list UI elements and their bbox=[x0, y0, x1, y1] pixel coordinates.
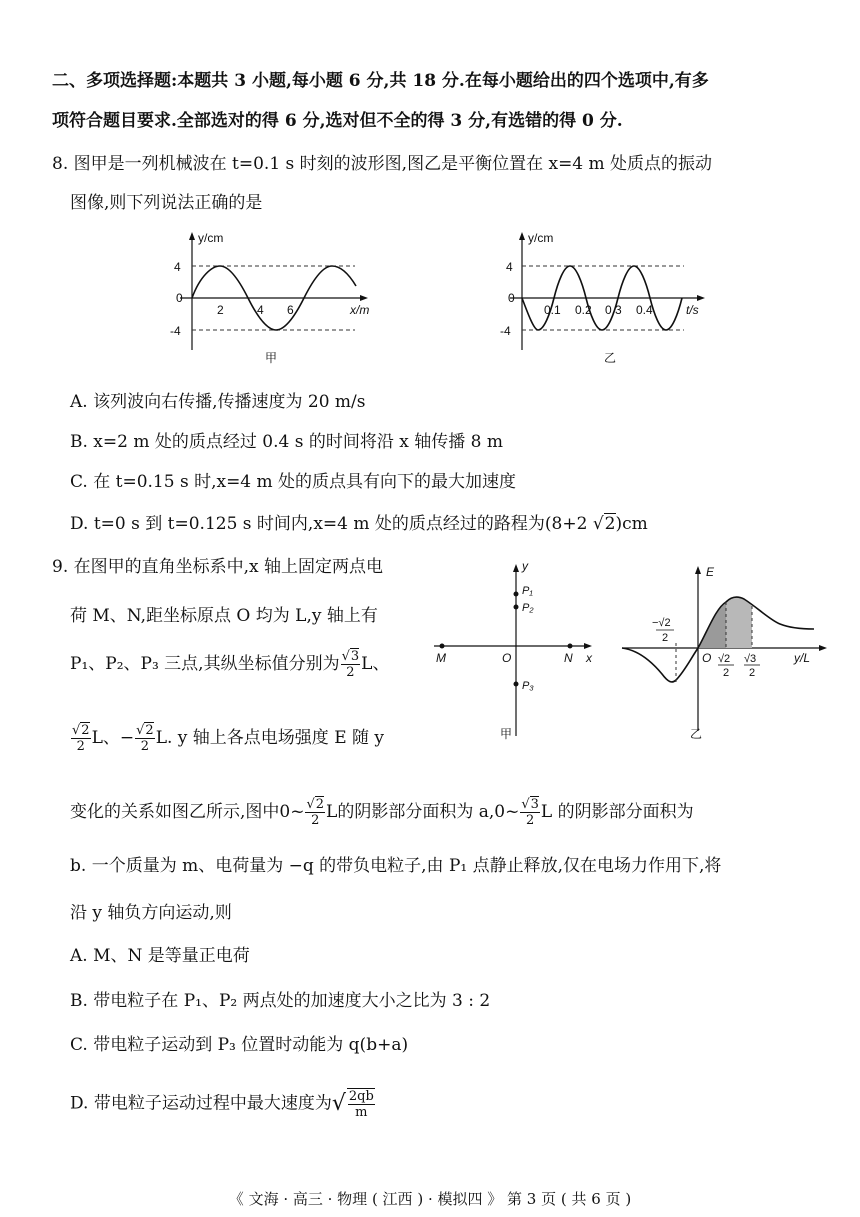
p3-label: P₃ bbox=[522, 680, 534, 692]
t-axis-label: t/s bbox=[686, 303, 699, 317]
q8-option-c: C. 在 t=0.15 s 时,x=4 m 处的质点具有向下的最大加速度 bbox=[70, 472, 517, 492]
y-over-l-arrow-icon bbox=[819, 645, 827, 651]
p1-label: P₁ bbox=[522, 585, 533, 597]
x-arrow-icon bbox=[584, 643, 592, 649]
graph-caption: 乙 bbox=[690, 727, 703, 741]
xtick-4: 4 bbox=[257, 303, 264, 317]
ytick-4: 4 bbox=[506, 260, 513, 274]
shaded-region-b bbox=[726, 597, 752, 648]
q8-option-b: B. x=2 m 处的质点经过 0.4 s 的时间将沿 x 轴传播 8 m bbox=[70, 432, 503, 452]
xtick-2: 2 bbox=[217, 303, 224, 317]
radical-sign: √ bbox=[331, 1091, 346, 1116]
q8-option-d-end: )cm bbox=[615, 514, 648, 534]
q9-option-b: B. 带电粒子在 P₁、P₂ 两点处的加速度大小之比为 3 : 2 bbox=[70, 991, 491, 1011]
q9-stem-line1: 9. 在图甲的直角坐标系中,x 轴上固定两点电 bbox=[52, 557, 384, 577]
section-header-line2: 项符合题目要求.全部选对的得 6 分,选对但不全的得 3 分,有选错的得 0 分. bbox=[52, 111, 623, 131]
ttick-0.2: 0.2 bbox=[575, 303, 592, 317]
q8-option-d-radicand: 2 bbox=[604, 514, 616, 534]
y-axis-label: y/cm bbox=[198, 231, 224, 245]
sqrt3-numerator: √3 bbox=[744, 653, 757, 665]
q9-frac-sqrt2-over-2: $\frac{√2}{2}$ bbox=[72, 723, 90, 754]
q8-stem-line2: 图像,则下列说法正确的是 bbox=[70, 193, 263, 213]
q9-stem-line4 bbox=[70, 723, 384, 754]
ttick-0.4: 0.4 bbox=[636, 303, 653, 317]
y-axis-label: y/cm bbox=[528, 231, 554, 245]
ttick-0.1: 0.1 bbox=[544, 303, 561, 317]
sqrt2-numerator: √2 bbox=[718, 653, 731, 665]
q9-option-a: A. M、N 是等量正电荷 bbox=[70, 946, 250, 966]
q9-field-graph bbox=[618, 556, 848, 746]
neg-sqrt2-denominator: 2 bbox=[662, 632, 669, 644]
graph-caption: 甲 bbox=[265, 351, 278, 365]
q9-line4-end: L. y 轴上各点电场强度 E 随 y bbox=[155, 728, 385, 748]
ttick-0.3: 0.3 bbox=[605, 303, 622, 317]
q9-stem-line3 bbox=[70, 649, 389, 680]
q9-frac-sqrt2-over-2-b: $\frac{√2}{2}$ bbox=[306, 797, 325, 828]
q9-line3-end: L、 bbox=[361, 654, 390, 674]
x-axis-label: x bbox=[586, 651, 592, 665]
ytick-0: 0 bbox=[176, 291, 183, 305]
section-header-line1: 二、多项选择题:本题共 3 小题,每小题 6 分,共 18 分.在每小题给出的四个选项中,有多 bbox=[52, 71, 709, 91]
q9-line5-end: L 的阴影部分面积为 bbox=[540, 802, 694, 822]
xtick-6: 6 bbox=[287, 303, 294, 317]
x-arrow-icon bbox=[360, 295, 368, 301]
q9-option-d-text: D. 带电粒子运动过程中最大速度为 bbox=[70, 1093, 332, 1114]
q8-vibration-graph bbox=[492, 228, 712, 368]
q9-line5-mid: L的阴影部分面积为 a,0~ bbox=[326, 802, 520, 822]
y-axis-label: y bbox=[522, 559, 528, 573]
e-axis-label: E bbox=[706, 565, 715, 579]
charge-m-dot bbox=[440, 644, 445, 649]
ytick-4: 4 bbox=[174, 260, 181, 274]
q9-stem-line5 bbox=[70, 797, 694, 828]
q9-line4-mid: L、− bbox=[91, 728, 135, 748]
graph-caption: 乙 bbox=[604, 351, 617, 365]
q9-frac-sqrt3-over-2: $\frac{√3}{2}$ bbox=[341, 649, 360, 680]
q8-option-d: D. t=0 s 到 t=0.125 s 时间内,x=4 m 处的质点经过的路程为(8+2 √2)cm bbox=[70, 514, 648, 534]
ytick-neg4: -4 bbox=[170, 324, 181, 338]
origin-label: O bbox=[502, 651, 512, 665]
y-over-l-label: y/L bbox=[794, 651, 811, 665]
point-p3-dot bbox=[514, 682, 519, 687]
ytick-0: 0 bbox=[508, 291, 515, 305]
q9-line3-text: P₁、P₂、P₃ 三点,其纵坐标值分别为 bbox=[70, 654, 340, 674]
page-footer: 《 文海 · 高三 · 物理 ( 江西 ) · 模拟四 》 第 3 页 ( 共 6 页 ) bbox=[228, 1190, 632, 1208]
q8-wave-graph bbox=[160, 228, 380, 368]
point-p1-dot bbox=[514, 592, 519, 597]
y-arrow-icon bbox=[513, 564, 519, 572]
q9-stem-line2: 荷 M、N,距坐标原点 O 均为 L,y 轴上有 bbox=[70, 606, 378, 626]
t-arrow-icon bbox=[697, 295, 705, 301]
ytick-neg4: -4 bbox=[500, 324, 511, 338]
q8-option-a: A. 该列波向右传播,传播速度为 20 m/s bbox=[70, 392, 366, 412]
q8-option-d-text: D. t=0 s 到 t=0.125 s 时间内,x=4 m 处的质点经过的路程为(8+2 bbox=[70, 514, 588, 534]
p2-label: P₂ bbox=[522, 602, 534, 614]
x-axis-label: x/m bbox=[350, 303, 370, 317]
q9-frac-neg-sqrt2-over-2: $\frac{√2}{2}$ bbox=[136, 723, 154, 754]
q9-option-c: C. 带电粒子运动到 P₃ 位置时动能为 q(b+a) bbox=[70, 1035, 409, 1055]
q9-stem-line6: b. 一个质量为 m、电荷量为 −q 的带负电粒子,由 P₁ 点静止释放,仅在电场力作用下,将 bbox=[70, 856, 722, 876]
origin-label: O bbox=[702, 651, 712, 665]
y-arrow-icon bbox=[519, 232, 525, 240]
q9-coordinate-graph bbox=[430, 556, 620, 746]
graph-caption: 甲 bbox=[500, 727, 513, 741]
q9-frac-sqrt3-over-2-b: $\frac{√3}{2}$ bbox=[521, 797, 539, 828]
e-arrow-icon bbox=[695, 566, 701, 574]
q9-option-d bbox=[70, 1088, 376, 1120]
neg-sqrt2-numerator: −√2 bbox=[652, 617, 671, 629]
q9-option-d-fraction: $\frac{2qb}{m}$ bbox=[348, 1089, 374, 1120]
m-label: M bbox=[436, 651, 446, 665]
sqrt2-denominator: 2 bbox=[723, 667, 730, 679]
q9-stem-line7: 沿 y 轴负方向运动,则 bbox=[70, 903, 232, 923]
point-p2-dot bbox=[514, 605, 519, 610]
q9-line5-text: 变化的关系如图乙所示,图中0~ bbox=[70, 802, 305, 822]
charge-n-dot bbox=[568, 644, 573, 649]
y-arrow-icon bbox=[189, 232, 195, 240]
q8-stem-line1: 8. 图甲是一列机械波在 t=0.1 s 时刻的波形图,图乙是平衡位置在 x=4 m 处质点的振动 bbox=[52, 154, 713, 174]
sqrt3-denominator: 2 bbox=[749, 667, 756, 679]
n-label: N bbox=[564, 651, 573, 665]
